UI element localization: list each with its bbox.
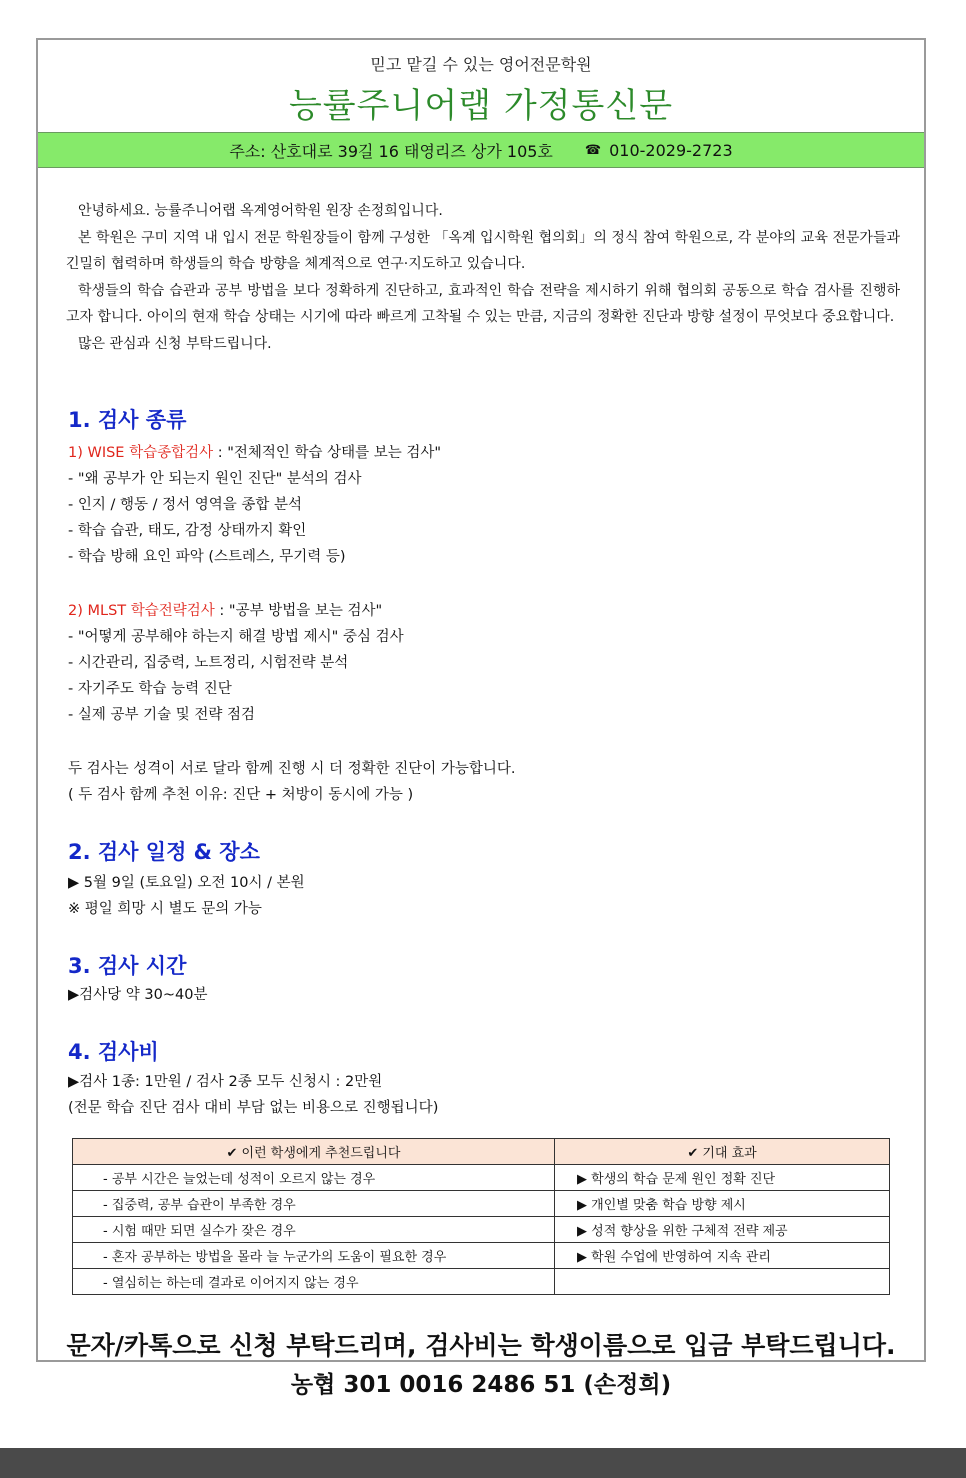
table-row xyxy=(73,1269,890,1295)
bank-account: 농협 301 0016 2486 51 (손정희) xyxy=(290,1372,672,1398)
test2-block xyxy=(68,598,900,728)
intro-paragraph: 학생들의 학습 습관과 공부 방법을 보다 정확하게 진단하고, 효과적인 학습 전략을 제시하기 위해 협의회 공동으로 학습 검사를 진행하고자 합니다. 아이의 현재 학습 상태는 시기에 따라 빠르게 고착될 수 있는 만큼, 지금의 정확한 진단과 방향 설정이 무엇보다 중요합니다. xyxy=(66,282,900,325)
note-line: ( 두 검사 함께 추천 이유: 진단 + 처방이 동시에 가능 ) xyxy=(68,787,414,803)
table-cell xyxy=(555,1269,890,1295)
test-note xyxy=(68,756,900,808)
list-item: - 자기주도 학습 능력 진단 xyxy=(68,681,232,697)
fee-note: (전문 학습 진단 검사 대비 부담 없는 비용으로 진행됩니다) xyxy=(68,1100,439,1116)
intro-paragraph: 본 학원은 구미 지역 내 입시 전문 학원장들이 함께 구성한 「옥계 입시학원 협의회」의 정식 참여 학원으로, 각 분야의 교육 전문가들과 긴밀히 협력하며 학생들의 학습 방향을 체계적으로 연구·지도하고 있습니다. xyxy=(66,229,900,272)
schedule-line: ▶ 5월 9일 (토요일) 오전 10시 / 본원 xyxy=(68,875,305,891)
fee-line: ▶검사 1종: 1만원 / 검사 2종 모두 신청시 : 2만원 xyxy=(68,1074,383,1090)
table-header-recommend: ✔ 이런 학생에게 추천드립니다 xyxy=(73,1139,555,1165)
intro-text xyxy=(66,198,900,357)
list-item: - 학습 방해 요인 파악 (스트레스, 무기력 등) xyxy=(68,549,346,565)
table-cell: ▶ 학원 수업에 반영하여 지속 관리 xyxy=(555,1243,890,1269)
section-heading-duration: 3. 검사 시간 xyxy=(68,954,187,978)
test1-name: 1) WISE 학습종합검사 xyxy=(68,445,214,461)
table-row xyxy=(73,1217,890,1243)
schedule-block xyxy=(68,870,900,922)
test1-title xyxy=(68,440,900,466)
intro-paragraph: 안녕하세요. 능률주니어랩 옥계영어학원 원장 손정희입니다. xyxy=(78,203,443,219)
test2-name: 2) MLST 학습전략검사 xyxy=(68,603,215,619)
test2-desc: : "공부 방법을 보는 검사" xyxy=(214,603,383,619)
bottom-bar xyxy=(0,1448,966,1478)
duration-block xyxy=(68,982,900,1008)
address-bar xyxy=(38,132,924,168)
table-cell: - 공부 시간은 늘었는데 성적이 오르지 않는 경우 xyxy=(73,1165,555,1191)
list-item: - 학습 습관, 태도, 감정 상태까지 확인 xyxy=(68,523,307,539)
phone-icon: ☎ xyxy=(584,142,602,158)
test1-block xyxy=(68,440,900,570)
tagline: 믿고 맡길 수 있는 영어전문학원 xyxy=(370,55,592,74)
section-heading-test-types: 1. 검사 종류 xyxy=(68,408,187,432)
intro-paragraph: 많은 관심과 신청 부탁드립니다. xyxy=(78,335,272,352)
duration-line: ▶검사당 약 30~40분 xyxy=(68,987,208,1003)
test2-title xyxy=(68,598,900,624)
list-item: - 실제 공부 기술 및 전략 점검 xyxy=(68,707,255,723)
page-title: 능률주니어랩 가정통신문 xyxy=(288,86,674,126)
phone-number: 010-2029-2723 xyxy=(609,140,733,160)
list-item: - "왜 공부가 안 되는지 원인 진단" 분석의 검사 xyxy=(68,471,362,487)
table-cell: ▶ 개인별 맞춤 학습 방향 제시 xyxy=(555,1191,890,1217)
address-text: 주소: 산호대로 39길 16 태영리즈 상가 105호 xyxy=(229,141,553,161)
test1-desc: : "전체적인 학습 상태를 보는 검사" xyxy=(213,445,442,461)
list-item: - "어떻게 공부해야 하는지 해결 방법 제시" 중심 검사 xyxy=(68,629,404,645)
table-row xyxy=(73,1165,890,1191)
table-row xyxy=(73,1243,890,1269)
table-cell: ▶ 성적 향상을 위한 구체적 전략 제공 xyxy=(555,1217,890,1243)
note-line: 두 검사는 성격이 서로 달라 함께 진행 시 더 정확한 진단이 가능합니다. xyxy=(68,761,516,777)
table-cell: ▶ 학생의 학습 문제 원인 정확 진단 xyxy=(555,1165,890,1191)
list-item: - 시간관리, 집중력, 노트정리, 시험전략 분석 xyxy=(68,655,349,671)
newsletter-page xyxy=(36,38,926,1398)
schedule-note: ※ 평일 희망 시 별도 문의 가능 xyxy=(68,901,262,917)
table-row xyxy=(73,1191,890,1217)
section-heading-schedule: 2. 검사 일정 & 장소 xyxy=(68,840,260,864)
table-cell: - 집중력, 공부 습관이 부족한 경우 xyxy=(73,1191,555,1217)
fee-block xyxy=(68,1069,900,1121)
list-item: - 인지 / 행동 / 정서 영역을 종합 분석 xyxy=(68,497,302,513)
table-cell: - 시험 때만 되면 실수가 잦은 경우 xyxy=(73,1217,555,1243)
table-cell: - 혼자 공부하는 방법을 몰라 늘 누군가의 도움이 필요한 경우 xyxy=(73,1243,555,1269)
table-header-effect: ✔ 기대 효과 xyxy=(555,1139,890,1165)
application-instruction: 문자/카톡으로 신청 부탁드리며, 검사비는 학생이름으로 입금 부탁드립니다. xyxy=(66,1331,896,1360)
table-cell: - 열심히는 하는데 결과로 이어지지 않는 경우 xyxy=(73,1269,555,1295)
section-heading-fee: 4. 검사비 xyxy=(68,1040,159,1064)
recommendation-table xyxy=(72,1138,890,1295)
table-header-row xyxy=(73,1139,890,1165)
